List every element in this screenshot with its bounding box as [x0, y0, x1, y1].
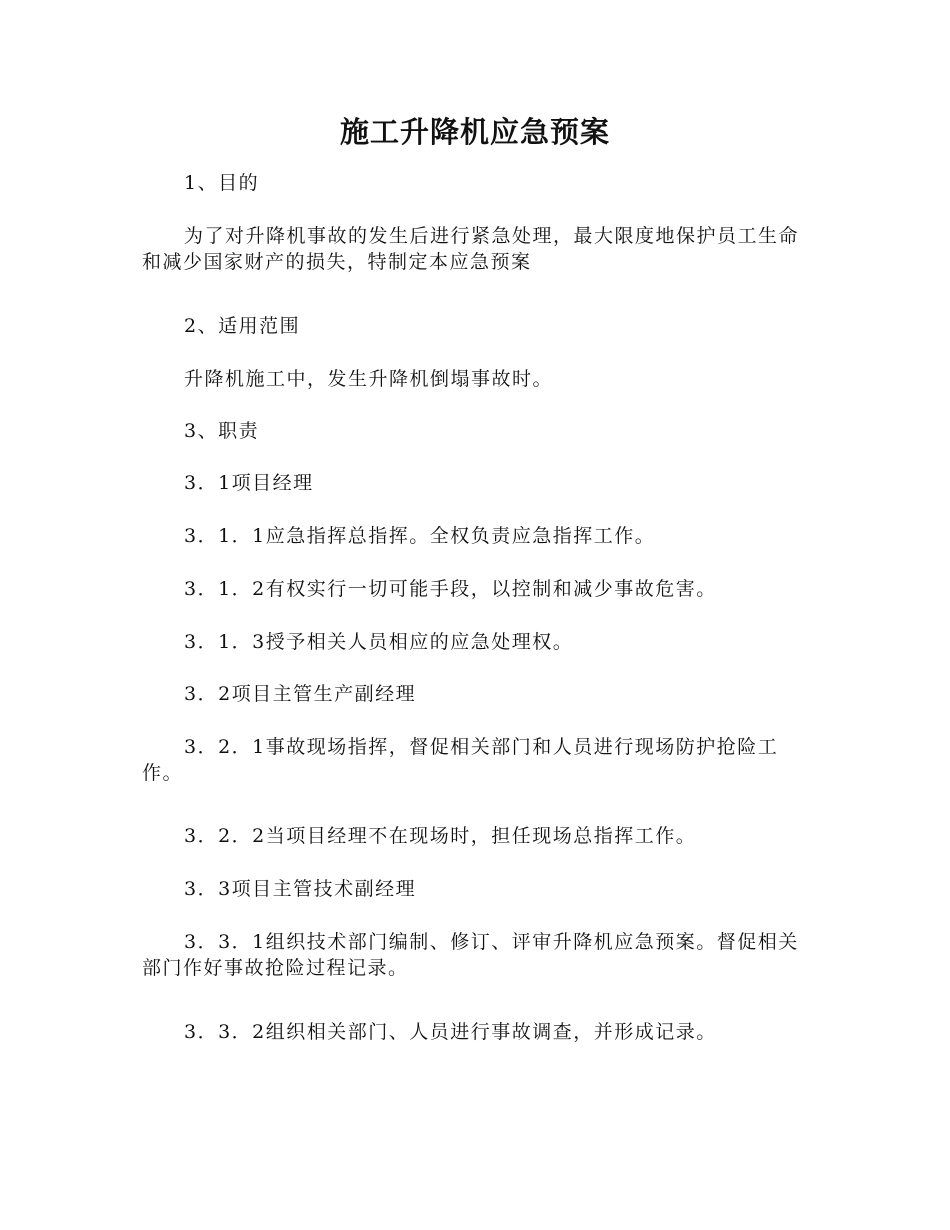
paragraph-3-3-2: 3．3．2组织相关部门、人员进行事故调查，并形成记录。 [184, 1021, 717, 1043]
document-title: 施工升降机应急预案 [339, 115, 610, 149]
paragraph-3-2-2: 3．2．2当项目经理不在现场时，担任现场总指挥工作。 [184, 825, 697, 847]
paragraph-3-1-2: 3．1．2有权实行一切可能手段，以控制和减少事故危害。 [184, 578, 717, 600]
paragraph-3-1-1: 3．1．1应急指挥总指挥。全权负责应急指挥工作。 [184, 525, 656, 547]
subsection-heading-production-deputy: 3．2项目主管生产副经理 [184, 683, 417, 705]
paragraph-3-3-1: 3．3．1组织技术部门编制、修订、评审升降机应急预案。督促相关部门作好事故抢险过程记录。 [142, 931, 799, 979]
section-heading-purpose: 1、目的 [184, 172, 260, 194]
paragraph-3-2-1: 3．2．1事故现场指挥，督促相关部门和人员进行现场防护抢险工作。 [142, 736, 779, 784]
paragraph-scope: 升降机施工中，发生升降机倒塌事故时。 [184, 368, 554, 390]
section-heading-duties: 3、职责 [184, 420, 260, 442]
subsection-heading-project-manager: 3．1项目经理 [184, 472, 314, 494]
subsection-heading-technical-deputy: 3．3项目主管技术副经理 [184, 878, 417, 900]
section-heading-scope: 2、适用范围 [184, 315, 301, 337]
paragraph-3-1-3: 3．1．3授予相关人员相应的应急处理权。 [184, 631, 574, 653]
paragraph-purpose: 为了对升降机事故的发生后进行紧急处理，最大限度地保护员工生命和减少国家财产的损失，特制定本应急预案 [142, 225, 800, 273]
